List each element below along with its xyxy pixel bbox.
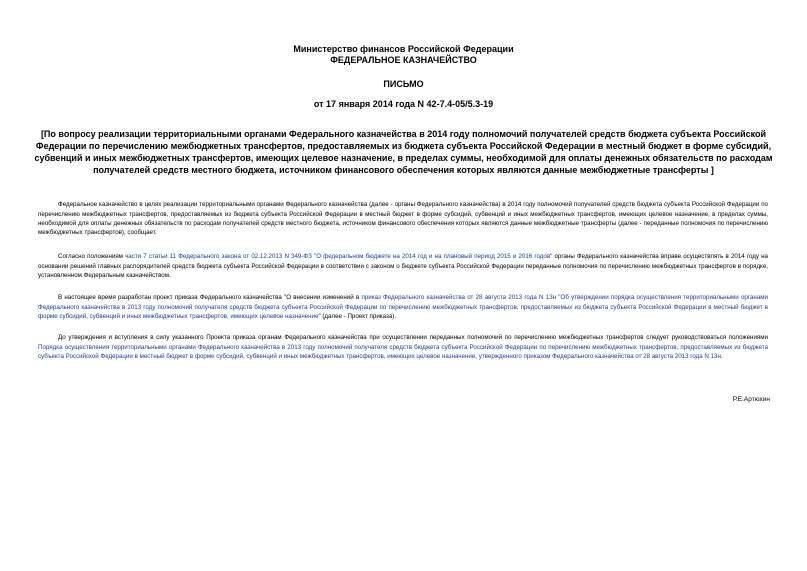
paragraph-4 xyxy=(38,333,768,361)
ministry-name: Министерство финансов Российской Федерации xyxy=(293,44,514,54)
treasury-order-link[interactable]: приказ Федерального казначейства от 28 августа 2013 года N 13н "Об утверждении порядка осуществления территориальными органами Федерального казначейства в 2013 году полномочий получателя средств бюджета субъекта Российской Федерации по перечислению межбюджетных трансфертов, предоставляемых из бюджета субъекта Российской Федерации в местный бюджет в форме субсидий, субвенций и иных межбюджетных трансфертов, имеющих целевое назначение xyxy=(38,294,769,320)
paragraph-2 xyxy=(38,252,768,280)
paragraph-3-text-before: В настоящее время разработан проект приказа Федерального казначейства "О внесении изменений в xyxy=(58,294,362,302)
paragraph-4-text-before: До утверждения и вступления в силу указанного Проекта приказа органам Федерального казначейства при осуществлении переданных полномочий по перечислению межбюджетных трансфертов следует руководствоваться положениями xyxy=(58,334,768,342)
paragraph-3-text-after: " (далее - Проект приказа). xyxy=(318,313,397,320)
document-title: [По вопросу реализации территориальными органами Федерального казначейства в 2014 году полномочий получателей средств бюджета субъекта Российской Федерации по перечислению межбюджетных трансфертов, предоставляемых из бюджета субъекта Российской Федерации в местный бюджет в форме субсидий, субвенций и иных межбюджетных трансфертов, имеющих целевое назначение, в пределах суммы, необходимой для оплаты денежных обязательств по расходам получателей средств местного бюджета, источником финансового обеспечения которых являются данные межбюджетные трансферты ] xyxy=(34,129,773,175)
paragraph-4-text-after: . xyxy=(720,353,723,360)
paragraph-2-text-before: Согласно положениям xyxy=(58,253,126,261)
document-type: ПИСЬМО xyxy=(383,79,424,89)
paragraph-2-text-after: органы Федерального казначейства вправе осуществлять в 2014 году на основании решений главных распорядителей средств бюджета субъекта Российской Федерации в соответствии с законом о бюджете субъекта Российской Федерации переданные полномочия по перечислению межбюджетных трансфертов в порядке, установленном Федеральным казначейством. xyxy=(38,253,768,279)
paragraph-3 xyxy=(38,293,768,321)
treasury-name: ФЕДЕРАЛЬНОЕ КАЗНАЧЕЙСТВО xyxy=(330,55,477,65)
document-date-number: от 17 января 2014 года N 42-7.4-05/5.3-19 xyxy=(313,99,494,109)
paragraph-1 xyxy=(38,200,768,238)
signature: Р.Е.Артюхин xyxy=(732,396,770,403)
federal-law-link[interactable]: части 7 статьи 11 Федерального закона от 02.12.2013 N 349-ФЗ "О федеральном бюджете на 2014 год и на плановый период 2015 и 2016 годов" xyxy=(125,253,553,261)
procedure-link[interactable]: Порядка осуществления территориальными органами Федерального казначейства в 2013 году полномочий получателя средств бюджета субъекта Российской Федерации по перечислению межбюджетных трансфертов, предоставляемых из бюджета субъекта Российской Федерации в местный бюджет в форме субсидий, субвенций и иных межбюджетных трансфертов, имеющих целевое назначение, утвержденного приказом Федерального казначейства от 28 августа 2013 года N 13н xyxy=(38,343,768,360)
paragraph-1-text: Федеральное казначейство в целях реализации территориальными органами Федерального казначейства (далее - органы Федерального казначейства) в 2014 году полномочий получателей средств бюджета субъекта Российской Федерации по перечислению межбюджетных трансфертов, предоставляемых из бюджета субъекта Российской Федерации в местный бюджет в форме субсидий, субвенций и иных межбюджетных трансфертов, имеющих целевое назначение, в пределах суммы, необходимой для оплаты денежных обязательств по расходам получателей средств местного бюджета, источником финансового обеспечения которых являются данные межбюджетные трансферты (далее - переданные полномочия по перечислению межбюджетных трансфертов), сообщает. xyxy=(38,201,768,237)
